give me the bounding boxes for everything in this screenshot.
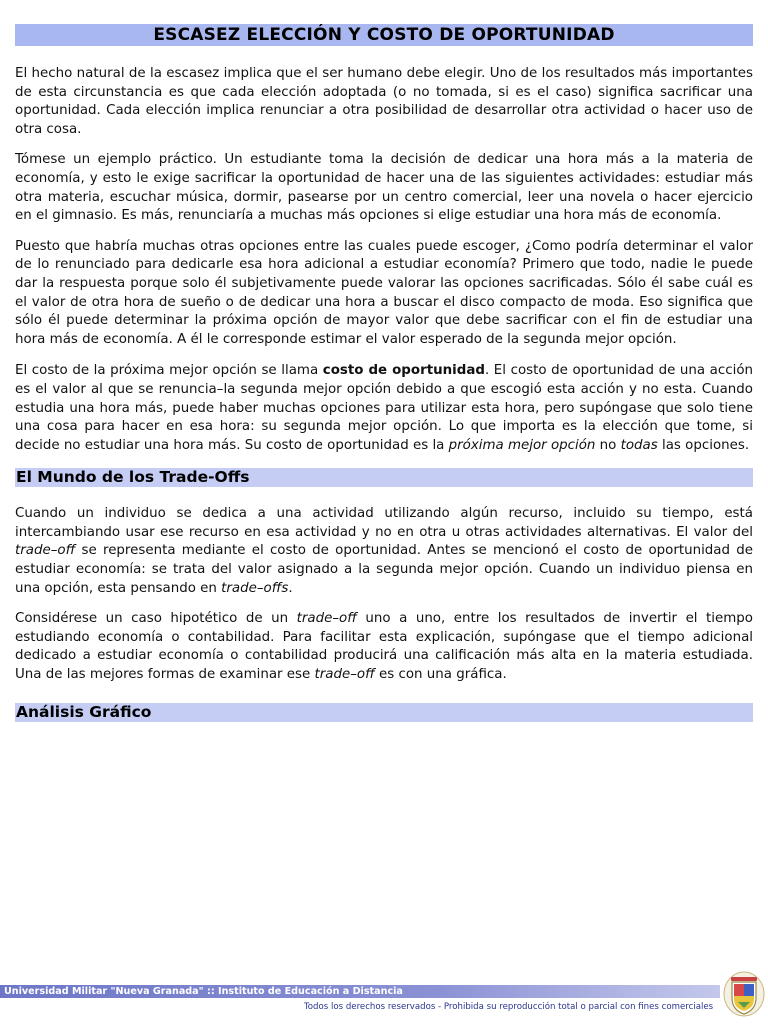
document-title: ESCASEZ ELECCIÓN Y COSTO DE OPORTUNIDAD: [15, 24, 753, 46]
italic-term: trade–off: [296, 611, 357, 627]
text-run: las opciones.: [657, 437, 750, 453]
text-run: . El costo de oportunidad de una acción es el valor al que se renuncia–la segunda mejor opción debido a que escogió esta acción y no esta. Cuando estudia una hora más, puede haber muchas opciones para utilizar esta hora, pero supóngase que solo tiene una cosa para hacer en esa hora: su segunda mejor opción. Lo que importa es la elección que tome, si decide no estudiar una hora más. Su costo de oportunidad es la: [15, 363, 754, 453]
paragraph-value: Puesto que habría muchas otras opciones entre las cuales puede escoger, ¿Como podría determinar el valor de lo renunciado para dedicarle esa hora adicional a estudiar economía? Primero que todo, nadie le puede dar la respuesta porque solo él subjetivamente puede valorar las opciones sacrificadas. Sólo él sabe cuál es el valor de otra hora de sueño o de dedicar una hora a buscar el disco compacto de moda. Eso significa que sólo él puede determinar la próxima opción de mayor valor que debe sacrificar con el fin de estudiar una hora más de economía. A él le corresponde estimar el valor esperado de la segunda mejor opción.: [15, 238, 753, 347]
italic-term: todas: [620, 437, 658, 453]
footer-band: [0, 985, 720, 998]
text-run: Considérese un caso hipotético de un: [15, 611, 297, 627]
paragraph-scarcity: El hecho natural de la escasez implica que el ser humano debe elegir. Uno de los resultados más importantes de esta circunstancia es que cada elección adoptada (o no tomada, si es el caso) significa sacrificar una oportunidad. Cada elección implica renunciar a otra posibilidad de desarrollar otra actividad o hacer uso de otra cosa.: [15, 66, 753, 137]
section-heading-trade-offs: El Mundo de los Trade-Offs: [15, 468, 753, 487]
document-page: [15, 24, 753, 722]
text-run: no: [595, 437, 621, 453]
text-run: es con una gráfica.: [374, 667, 507, 683]
italic-term: trade–off: [314, 667, 375, 683]
paragraph-hypothetical: [15, 610, 753, 684]
bold-term: costo de oportunidad: [322, 363, 485, 379]
paragraph-example: Tómese un ejemplo práctico. Un estudiante toma la decisión de dedicar una hora más a la materia de economía, y esto le exige sacrificar la oportunidad de hacer una de las siguientes actividades: estudiar más otra materia, escuchar música, dormir, pasearse por un centro comercial, leer una novela o hacer ejercicio en el gimnasio. Es más, renunciaría a muchas más opciones si elige estudiar una hora más de economía.: [15, 152, 753, 224]
text-run: .: [288, 580, 293, 596]
section-heading-graphic-analysis: Análisis Gráfico: [15, 703, 753, 722]
university-shield-logo-icon: [722, 970, 766, 1018]
page-footer: [0, 985, 768, 1024]
text-run: uno a uno, entre los resultados de invertir el tiempo estudiando economía o contabilidad. Para facilitar esta explicación, supóngase que el tiempo adicional dedicado a estudiar economía o contabilidad producirá una calificación más alta en la materia estudiada. Una de las mejores formas de examinar ese: [15, 611, 753, 683]
paragraph-trade-offs: [15, 505, 753, 598]
italic-term: trade–off: [15, 543, 76, 559]
text-run: se representa mediante el costo de oportunidad. Antes se mencionó el costo de oportunidad de estudiar economía: se trata del valor asignado a la segunda mejor opción. Cuando un individuo piensa en una opción, esta pensando en: [15, 543, 753, 596]
text-run: El costo de la próxima mejor opción se llama: [15, 363, 323, 379]
text-run: Cuando un individuo se dedica a una actividad utilizando algún recurso, incluido su tiempo, está intercambiando usar ese recurso en esa actividad y no en otra u otras actividades alternativas. El valor del: [15, 506, 753, 540]
paragraph-opportunity-cost: [15, 362, 753, 455]
italic-term: trade–offs: [221, 580, 289, 596]
footer-rights: Todos los derechos reservados - Prohibida su reproducción total o parcial con fines comerciales: [304, 1002, 714, 1012]
italic-term: próxima mejor opción: [448, 437, 596, 453]
footer-institution: Universidad Militar "Nueva Granada" :: Instituto de Educación a Distancia: [4, 986, 403, 997]
